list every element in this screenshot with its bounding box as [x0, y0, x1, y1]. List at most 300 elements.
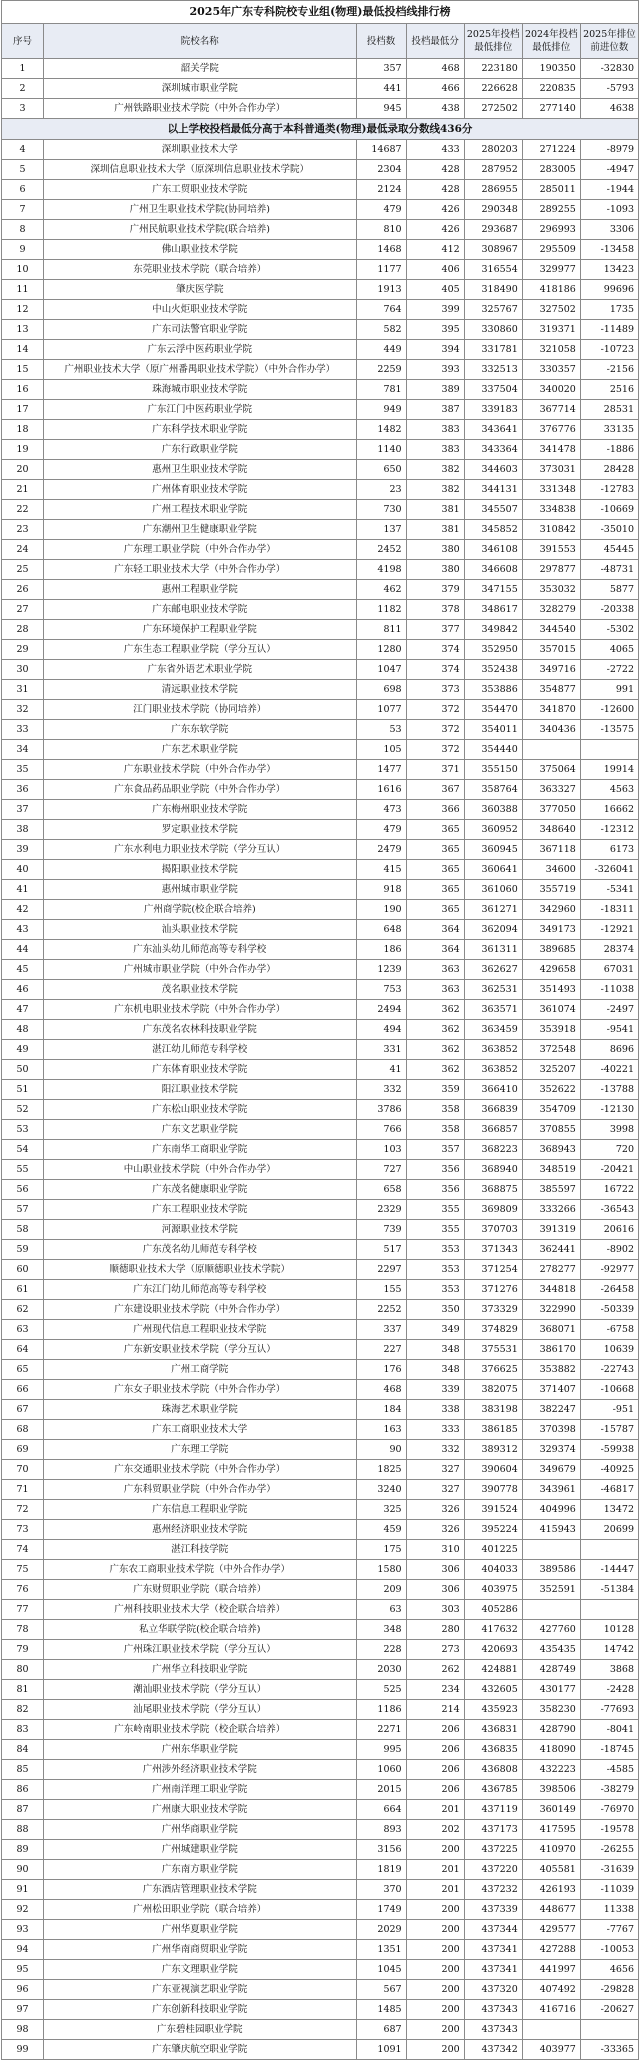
row-index: 18: [2, 420, 44, 440]
table-row: [2, 1760, 639, 1780]
rank-change: -11039: [580, 1880, 638, 1900]
rank-2024: 432223: [522, 1760, 580, 1780]
table-row: [2, 1380, 639, 1400]
min-score: 382: [406, 460, 464, 480]
rank-change: -33365: [580, 2040, 638, 2060]
admit-count: 1485: [356, 2000, 406, 2020]
table-row: [2, 59, 639, 79]
row-index: 45: [2, 960, 44, 980]
table-row: [2, 920, 639, 940]
rank-change: -76970: [580, 1800, 638, 1820]
admit-count: 462: [356, 580, 406, 600]
school-name: 广东女子职业技术学院（中外合作办学）: [44, 1380, 356, 1400]
school-name: 广东梅州职业技术学院: [44, 800, 356, 820]
rank-change: -8041: [580, 1720, 638, 1740]
row-index: 96: [2, 1980, 44, 2000]
rank-2024: 271224: [522, 140, 580, 160]
table-row: [2, 1500, 639, 1520]
table-title-row: [2, 1, 639, 24]
rank-change: -59938: [580, 1440, 638, 1460]
table-row: [2, 680, 639, 700]
rank-2025: 226628: [464, 79, 522, 99]
min-score: 234: [406, 1680, 464, 1700]
rank-2025: 420693: [464, 1640, 522, 1660]
rank-change: 16662: [580, 800, 638, 820]
admit-count: 650: [356, 460, 406, 480]
rank-change: -10053: [580, 1940, 638, 1960]
school-name: 惠州城市职业学院: [44, 880, 356, 900]
school-name: 东莞职业技术学院（联合培养）: [44, 260, 356, 280]
min-score: 303: [406, 1600, 464, 1620]
admit-count: 175: [356, 1540, 406, 1560]
school-name: 广州城市职业学院（中外合作办学）: [44, 960, 356, 980]
rank-2025: 437220: [464, 1860, 522, 1880]
row-index: 29: [2, 640, 44, 660]
rank-2025: 272502: [464, 99, 522, 119]
school-name: 广州工程技术职业学院: [44, 500, 356, 520]
table-row: [2, 840, 639, 860]
rank-2024: 344818: [522, 1280, 580, 1300]
admit-count: 1182: [356, 600, 406, 620]
school-name: 广州涉外经济职业技术学院: [44, 1760, 356, 1780]
admit-count: 348: [356, 1620, 406, 1640]
rank-change: 720: [580, 1140, 638, 1160]
admit-count: 190: [356, 900, 406, 920]
rank-2025: 382075: [464, 1380, 522, 1400]
admit-count: 2329: [356, 1200, 406, 1220]
table-row: [2, 280, 639, 300]
table-row: [2, 1420, 639, 1440]
table-row: [2, 200, 639, 220]
min-score: 378: [406, 600, 464, 620]
rank-change: -5302: [580, 620, 638, 640]
rank-2024: 377050: [522, 800, 580, 820]
min-score: 349: [406, 1320, 464, 1340]
table-row: [2, 740, 639, 760]
rank-change: -12600: [580, 700, 638, 720]
rank-2024: 353882: [522, 1360, 580, 1380]
school-name: 深圳信息职业技术大学（原深圳信息职业技术学院）: [44, 160, 356, 180]
admit-count: 1749: [356, 1900, 406, 1920]
rank-2025: 360945: [464, 840, 522, 860]
school-name: 广东轻工职业技术大学（中外合作办学）: [44, 560, 356, 580]
rank-change: -10669: [580, 500, 638, 520]
rank-2025: 348617: [464, 600, 522, 620]
rank-change: -2722: [580, 660, 638, 680]
rank-change: -2497: [580, 1000, 638, 1020]
row-index: 91: [2, 1880, 44, 1900]
rank-change: -40925: [580, 1460, 638, 1480]
rank-change: 14742: [580, 1640, 638, 1660]
rank-2024: 349716: [522, 660, 580, 680]
row-index: 24: [2, 540, 44, 560]
row-index: 44: [2, 940, 44, 960]
rank-2024: 220835: [522, 79, 580, 99]
table-row: [2, 420, 639, 440]
row-index: 34: [2, 740, 44, 760]
ranking-table: [1, 0, 639, 2060]
rank-2024: 289255: [522, 200, 580, 220]
rank-2024: 296993: [522, 220, 580, 240]
row-index: 31: [2, 680, 44, 700]
admit-count: 995: [356, 1740, 406, 1760]
row-index: 98: [2, 2020, 44, 2040]
admit-count: 753: [356, 980, 406, 1000]
rank-2025: 286955: [464, 180, 522, 200]
min-score: 406: [406, 260, 464, 280]
min-score: 326: [406, 1520, 464, 1540]
school-name: 河源职业技术学院: [44, 1220, 356, 1240]
rank-change: 6173: [580, 840, 638, 860]
table-row: [2, 1960, 639, 1980]
row-index: 53: [2, 1120, 44, 1140]
row-index: 3: [2, 99, 44, 119]
school-name: 广东科贸职业学院（中外合作办学）: [44, 1480, 356, 1500]
rank-2025: 437119: [464, 1800, 522, 1820]
admit-count: 766: [356, 1120, 406, 1140]
rank-2025: 401225: [464, 1540, 522, 1560]
row-index: 12: [2, 300, 44, 320]
table-row: [2, 760, 639, 780]
table-row: [2, 800, 639, 820]
min-score: 338: [406, 1400, 464, 1420]
rank-2024: 448677: [522, 1900, 580, 1920]
admit-count: 517: [356, 1240, 406, 1260]
rank-2025: 363571: [464, 1000, 522, 1020]
rank-2024: 354709: [522, 1100, 580, 1120]
table-row: [2, 620, 639, 640]
row-index: 55: [2, 1160, 44, 1180]
rank-2024: 415943: [522, 1520, 580, 1540]
admit-count: 449: [356, 340, 406, 360]
table-row: [2, 1060, 639, 1080]
row-index: 93: [2, 1920, 44, 1940]
row-index: 17: [2, 400, 44, 420]
rank-2024: 349173: [522, 920, 580, 940]
rank-2024: 310842: [522, 520, 580, 540]
table-row: [2, 780, 639, 800]
rank-change: 20699: [580, 1520, 638, 1540]
admit-count: 1047: [356, 660, 406, 680]
rank-2025: 355150: [464, 760, 522, 780]
rank-2024: 386170: [522, 1340, 580, 1360]
rank-2024: 418186: [522, 280, 580, 300]
rank-change: -32830: [580, 59, 638, 79]
min-score: 357: [406, 1140, 464, 1160]
school-name: 广东文艺职业学院: [44, 1120, 356, 1140]
rank-2024: 333266: [522, 1200, 580, 1220]
rank-2025: 223180: [464, 59, 522, 79]
min-score: 350: [406, 1300, 464, 1320]
rank-change: 20616: [580, 1220, 638, 1240]
rank-2025: 339183: [464, 400, 522, 420]
min-score: 426: [406, 200, 464, 220]
rank-2025: 383198: [464, 1400, 522, 1420]
table-row: [2, 520, 639, 540]
rank-2024: 297877: [522, 560, 580, 580]
admit-count: 2271: [356, 1720, 406, 1740]
rank-2024: 363327: [522, 780, 580, 800]
min-score: 466: [406, 79, 464, 99]
table-row: [2, 860, 639, 880]
rank-2025: 437232: [464, 1880, 522, 1900]
rank-change: [580, 740, 638, 760]
table-row: [2, 1580, 639, 1600]
admit-count: 325: [356, 1500, 406, 1520]
admit-count: 105: [356, 740, 406, 760]
min-score: 200: [406, 1960, 464, 1980]
admit-count: 2479: [356, 840, 406, 860]
rank-2024: 367118: [522, 840, 580, 860]
rank-2025: 424881: [464, 1660, 522, 1680]
row-index: 27: [2, 600, 44, 620]
table-row: [2, 1180, 639, 1200]
school-name: 广东亚视演艺职业学院: [44, 1980, 356, 2000]
min-score: 379: [406, 580, 464, 600]
school-name: 广东职业技术学院（中外合作办学）: [44, 760, 356, 780]
rank-2025: 436831: [464, 1720, 522, 1740]
rank-2025: 346108: [464, 540, 522, 560]
rank-2025: 345852: [464, 520, 522, 540]
school-name: 广州华夏职业学院: [44, 1920, 356, 1940]
rank-2024: 322990: [522, 1300, 580, 1320]
admit-count: 945: [356, 99, 406, 119]
rank-2024: 435435: [522, 1640, 580, 1660]
table-row: [2, 1780, 639, 1800]
rank-change: -15787: [580, 1420, 638, 1440]
row-index: 75: [2, 1560, 44, 1580]
table-row: [2, 900, 639, 920]
min-score: 355: [406, 1200, 464, 1220]
min-score: 428: [406, 160, 464, 180]
school-name: 中山职业技术学院（中外合作办学）: [44, 1160, 356, 1180]
admit-count: 664: [356, 1800, 406, 1820]
table-row: [2, 1360, 639, 1380]
rank-2024: 325207: [522, 1060, 580, 1080]
row-index: 40: [2, 860, 44, 880]
rank-2024: 403977: [522, 2040, 580, 2060]
row-index: 95: [2, 1960, 44, 1980]
rank-change: 3998: [580, 1120, 638, 1140]
table-row: [2, 1280, 639, 1300]
min-score: 399: [406, 300, 464, 320]
min-score: 355: [406, 1220, 464, 1240]
row-index: 94: [2, 1940, 44, 1960]
school-name: 广东碧桂园职业学院: [44, 2020, 356, 2040]
rank-2025: 362094: [464, 920, 522, 940]
min-score: 306: [406, 1560, 464, 1580]
rank-2024: 352591: [522, 1580, 580, 1600]
table-row: [2, 1940, 639, 1960]
table-row: [2, 1020, 639, 1040]
rank-change: -1944: [580, 180, 638, 200]
row-index: 54: [2, 1140, 44, 1160]
rank-change: -19578: [580, 1820, 638, 1840]
rank-2025: 437343: [464, 2020, 522, 2040]
rank-change: -38279: [580, 1780, 638, 1800]
admit-count: 811: [356, 620, 406, 640]
min-score: 362: [406, 1060, 464, 1080]
admit-count: 3240: [356, 1480, 406, 1500]
row-index: 42: [2, 900, 44, 920]
rank-change: 33135: [580, 420, 638, 440]
admit-count: 337: [356, 1320, 406, 1340]
table-row: [2, 1400, 639, 1420]
admit-count: 781: [356, 380, 406, 400]
row-index: 97: [2, 2000, 44, 2020]
row-index: 57: [2, 1200, 44, 1220]
rank-2025: 374829: [464, 1320, 522, 1340]
rank-2025: 330860: [464, 320, 522, 340]
school-name: 广州东华职业学院: [44, 1740, 356, 1760]
row-index: 58: [2, 1220, 44, 1240]
page-title: 2025年广东专科院校专业组(物理)最低投档线排行榜: [2, 1, 639, 24]
rank-change: 99696: [580, 280, 638, 300]
rank-change: -12783: [580, 480, 638, 500]
min-score: 327: [406, 1460, 464, 1480]
row-index: 87: [2, 1800, 44, 1820]
admit-count: 1351: [356, 1940, 406, 1960]
table-row: [2, 660, 639, 680]
rank-2024: 355719: [522, 880, 580, 900]
admit-count: 14687: [356, 140, 406, 160]
rank-2025: 293687: [464, 220, 522, 240]
table-row: [2, 560, 639, 580]
rank-change: -5341: [580, 880, 638, 900]
min-score: 366: [406, 800, 464, 820]
rank-change: 13423: [580, 260, 638, 280]
rank-2025: 361271: [464, 900, 522, 920]
row-index: 47: [2, 1000, 44, 1020]
row-index: 7: [2, 200, 44, 220]
rank-2025: 280203: [464, 140, 522, 160]
min-score: 262: [406, 1660, 464, 1680]
row-index: 51: [2, 1080, 44, 1100]
rank-change: -14447: [580, 1560, 638, 1580]
row-index: 19: [2, 440, 44, 460]
rank-2025: 346608: [464, 560, 522, 580]
table-row: [2, 880, 639, 900]
admit-count: 648: [356, 920, 406, 940]
min-score: 348: [406, 1360, 464, 1380]
admit-count: 494: [356, 1020, 406, 1040]
school-name: 广州民航职业技术学院(联合培养): [44, 220, 356, 240]
school-name: 广州卫生职业技术学院(协同培养): [44, 200, 356, 220]
row-index: 43: [2, 920, 44, 940]
min-score: 362: [406, 1000, 464, 1020]
table-row: [2, 1120, 639, 1140]
rank-2025: 354440: [464, 740, 522, 760]
rank-2025: 436835: [464, 1740, 522, 1760]
row-index: 15: [2, 360, 44, 380]
rank-2025: 366857: [464, 1120, 522, 1140]
rank-change: -12921: [580, 920, 638, 940]
table-row: [2, 1440, 639, 1460]
rank-2025: 347155: [464, 580, 522, 600]
min-score: 214: [406, 1700, 464, 1720]
table-row: [2, 1300, 639, 1320]
min-score: 200: [406, 2040, 464, 2060]
table-row: [2, 1260, 639, 1280]
rank-2024: [522, 1540, 580, 1560]
row-index: 4: [2, 140, 44, 160]
admit-count: 1468: [356, 240, 406, 260]
rank-change: -31639: [580, 1860, 638, 1880]
school-name: 深圳职业技术大学: [44, 140, 356, 160]
rank-2025: 363852: [464, 1040, 522, 1060]
admit-count: 1177: [356, 260, 406, 280]
admit-count: 687: [356, 2020, 406, 2040]
min-score: 377: [406, 620, 464, 640]
rank-2024: 190350: [522, 59, 580, 79]
rank-2025: 363852: [464, 1060, 522, 1080]
min-score: 394: [406, 340, 464, 360]
rank-2024: 330357: [522, 360, 580, 380]
table-row: [2, 1660, 639, 1680]
min-score: 426: [406, 220, 464, 240]
admit-count: 2452: [356, 540, 406, 560]
rank-2024: 353918: [522, 1020, 580, 1040]
min-score: 389: [406, 380, 464, 400]
school-name: 广东云浮中医药职业学院: [44, 340, 356, 360]
school-name: 广州南洋理工职业学院: [44, 1780, 356, 1800]
rank-2024: 429658: [522, 960, 580, 980]
school-name: 广州铁路职业技术学院（中外合作办学）: [44, 99, 356, 119]
rank-2024: 329977: [522, 260, 580, 280]
table-row: [2, 1640, 639, 1660]
rank-2025: 308967: [464, 240, 522, 260]
min-score: 310: [406, 1540, 464, 1560]
rank-2024: 389586: [522, 1560, 580, 1580]
rank-change: -12130: [580, 1100, 638, 1120]
row-index: 84: [2, 1740, 44, 1760]
row-index: 33: [2, 720, 44, 740]
rank-2025: 437320: [464, 1980, 522, 2000]
rank-2025: 391524: [464, 1500, 522, 1520]
table-row: [2, 1680, 639, 1700]
admit-count: 473: [356, 800, 406, 820]
min-score: 383: [406, 420, 464, 440]
rank-change: -77693: [580, 1700, 638, 1720]
admit-count: 415: [356, 860, 406, 880]
rank-2024: 416716: [522, 2000, 580, 2020]
min-score: 372: [406, 720, 464, 740]
rank-change: -20627: [580, 2000, 638, 2020]
row-index: 70: [2, 1460, 44, 1480]
rank-2024: 343961: [522, 1480, 580, 1500]
school-name: 广东生态工程职业学院（学分互认）: [44, 640, 356, 660]
rank-2025: 343641: [464, 420, 522, 440]
rank-2024: 382247: [522, 1400, 580, 1420]
min-score: 200: [406, 2020, 464, 2040]
school-name: 广东东软学院: [44, 720, 356, 740]
min-score: 201: [406, 1880, 464, 1900]
min-score: 374: [406, 660, 464, 680]
min-score: 363: [406, 980, 464, 1000]
school-name: 广东酒店管理职业技术学院: [44, 1880, 356, 1900]
rank-2024: 348640: [522, 820, 580, 840]
header-row: [2, 24, 639, 59]
min-score: 358: [406, 1100, 464, 1120]
rank-change: [580, 1600, 638, 1620]
school-name: 广东体育职业技术学院: [44, 1060, 356, 1080]
rank-2024: 362441: [522, 1240, 580, 1260]
row-index: 9: [2, 240, 44, 260]
rank-2024: 427288: [522, 1940, 580, 1960]
admit-count: 2030: [356, 1660, 406, 1680]
table-row: [2, 1240, 639, 1260]
rank-2025: 366410: [464, 1080, 522, 1100]
